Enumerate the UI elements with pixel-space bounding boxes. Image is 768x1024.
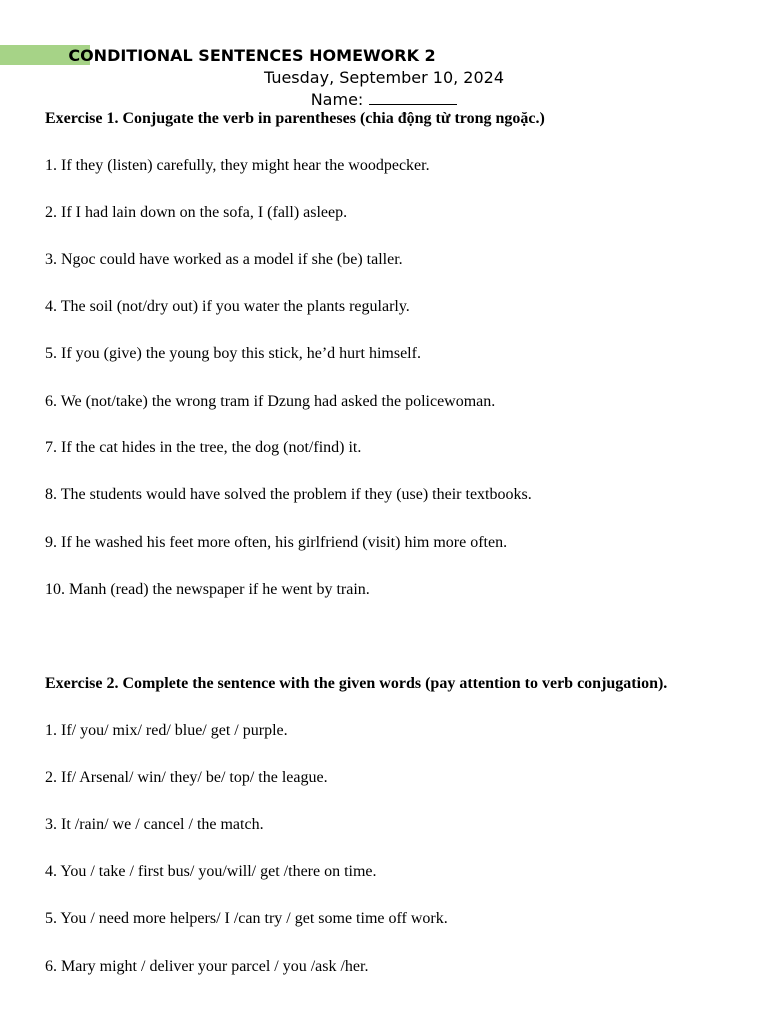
exercise2-item: 5. You / need more helpers/ I /can try / get some time off work. (45, 910, 448, 927)
exercise1-item: 6. We (not/take) the wrong tram if Dzung had asked the policewoman. (45, 393, 496, 410)
exercise1-item: 7. If the cat hides in the tree, the dog (not/find) it. (45, 439, 362, 456)
exercise2-item: 4. You / take / first bus/ you/will/ get /there on time. (45, 863, 377, 880)
exercise2-item: 3. It /rain/ we / cancel / the match. (45, 816, 264, 833)
exercise1-item: 10. Manh (read) the newspaper if he went by train. (45, 581, 370, 598)
exercise2-heading: Exercise 2. Complete the sentence with the given words (pay attention to verb conjugation). (45, 675, 668, 692)
exercise1-item: 8. The students would have solved the problem if they (use) their textbooks. (45, 486, 532, 503)
date-line: Tuesday, September 10, 2024 (263, 68, 505, 87)
name-field (0, 89, 768, 111)
exercise1-item: 3. Ngoc could have worked as a model if she (be) taller. (45, 251, 403, 268)
exercise1-item: 1. If they (listen) carefully, they might hear the woodpecker. (45, 157, 430, 174)
exercise1-item: 2. If I had lain down on the sofa, I (fall) asleep. (45, 204, 348, 221)
exercise2-item: 1. If/ you/ mix/ red/ blue/ get / purple. (45, 722, 288, 739)
exercise1-item: 4. The soil (not/dry out) if you water the plants regularly. (45, 298, 410, 315)
exercise1-heading: Exercise 1. Conjugate the verb in parentheses (chia động từ trong ngoặc.) (45, 110, 545, 127)
page-title: CONDITIONAL SENTENCES HOMEWORK 2 (68, 46, 436, 65)
exercise1-item: 5. If you (give) the young boy this stick, he’d hurt himself. (45, 345, 421, 362)
exercise2-item: 2. If/ Arsenal/ win/ they/ be/ top/ the league. (45, 769, 328, 786)
exercise2-item: 6. Mary might / deliver your parcel / you /ask /her. (45, 958, 369, 975)
exercise1-item: 9. If he washed his feet more often, his girlfriend (visit) him more often. (45, 534, 508, 551)
name-blank-line (369, 90, 457, 105)
name-label: Name: (310, 90, 364, 109)
